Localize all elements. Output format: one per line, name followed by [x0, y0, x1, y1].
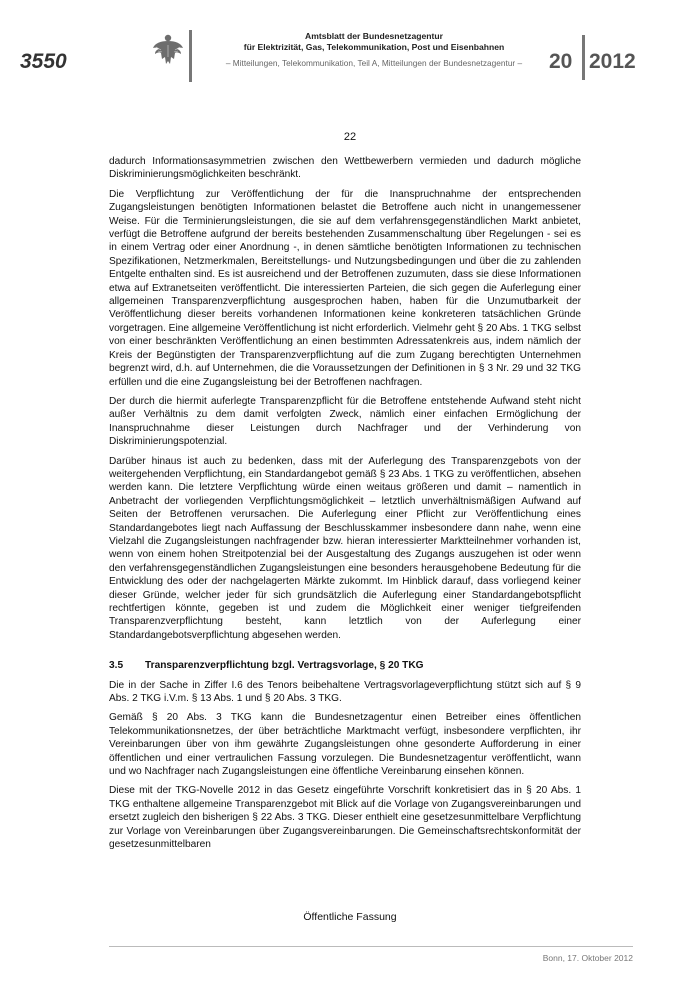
- gazette-section: – Mitteilungen, Telekommunikation, Teil A, Mitteilungen der Bundesnetzagentur –: [225, 58, 523, 68]
- paragraph: Der durch die hiermit auferlegte Transparenzpflicht für die Betroffene entstehende Aufwand steht nicht außer Verhältnis zu dem damit verfolgten Zweck, nämlich einer einfachen Ermöglichung der Inanspruchnahme dieser Leistungen durch Nachfrager und der Verhinderung von Diskriminierungspotenzial.: [109, 395, 581, 448]
- issue-year: 2012: [589, 50, 636, 73]
- gazette-title: Amtsblatt der Bundesnetzagentur: [305, 31, 443, 41]
- paragraph: dadurch Informationsasymmetrien zwischen den Wettbewerbern vermieden und dadurch mögliche Diskriminierungsmöglichkeiten beschränkt.: [109, 156, 581, 181]
- paragraph: Die Verpflichtung zur Veröffentlichung der für die Inanspruchnahme der entsprechenden Zugangsleistungen benötigten Informationen belastet die Betroffene auch nicht in unangemessener Weise. Für die Terminierungsleistungen, die sie auf dem verfahrensgegenständlichen Markt anbietet, verfügt die Betroffene aufgrund der bereits bestehenden Zusammenschaltung über Regelungen - sei es in einem Vertrag oder einer Anordnung -, in denen sämtliche benötigten Informationen zu technischen Spezifikationen, Netzmerkmalen, Bereitstellungs- und Nutzungsbedingungen und über die zu zahlenden Entgelte enthalten sind. Es ist ausreichend und der Betroffenen zuzumuten, dass sie diese Informationen etwa auf Extranetseiten veröffentlicht. Die interessierten Parteien, die sich gegen die Auferlegung einer allgemeinen Transparenzverpflichtung ausgesprochen haben, haben für die Unzumutbarkeit der Veröffentlichung dieser bereits vorhandenen Informationen keine konkreteren tatsächlichen Gründe vorgetragen. Eine allgemeine Veröffentlichung ist nicht erforderlich. Vielmehr geht § 20 Abs. 1 TKG selbst von einer beschränkten Veröffentlichung an einen bestimmten Adressatenkreis aus, indem nämlich der Kreis der Begünstigten der Transparenzverpflichtung auf die zum Zugang berechtigten Unternehmen begrenzt wird, d.h. auf Unternehmen, die die Voraussetzungen der Definitionen in § 3 Nr. 29 und 32 TKG erfüllen und die eine Zugangsleistung bei der Betroffenen nachfragen.: [109, 188, 581, 388]
- section-number: 3.5: [109, 660, 124, 672]
- footer-date: Bonn, 17. Oktober 2012: [542, 953, 633, 963]
- public-version-label: Öffentliche Fassung: [303, 911, 397, 923]
- page-number: 3550: [20, 50, 67, 73]
- issue-number: 20: [549, 50, 573, 73]
- inner-page-number: 22: [343, 131, 357, 143]
- document-body: [109, 155, 581, 858]
- paragraph: Die in der Sache in Ziffer I.6 des Tenors beibehaltene Vertragsvorlageverpflichtung stützt sich auf § 9 Abs. 2 TKG i.V.m. § 13 Abs. 1 und § 20 Abs. 3 TKG.: [109, 679, 581, 705]
- footer-rule: [109, 946, 633, 947]
- section-title: Transparenzverpflichtung bzgl. Vertragsvorlage, § 20 TKG: [145, 660, 424, 672]
- section-heading: [109, 659, 581, 672]
- header-divider-bar: [189, 30, 192, 82]
- paragraph: Diese mit der TKG-Novelle 2012 in das Gesetz eingeführte Vorschrift konkretisiert das in § 20 Abs. 1 TKG enthaltene allgemeine Transparenzgebot mit Blick auf die Vorlage von Zugangsvereinbarungen und ersetzt zugleich den bisherigen § 22 Abs. 3 TKG. Dieser enthielt eine gesetzesunmittelbare Verpflichtung zur Vorlage von Vereinbarungen über Zugangsvereinbarungen. Die Gemeinschaftsrechtskonformität der gesetzesunmittelbaren: [109, 785, 581, 851]
- federal-eagle-icon: [152, 33, 184, 67]
- paragraph: Gemäß § 20 Abs. 3 TKG kann die Bundesnetzagentur einen Betreiber eines öffentlichen Telekommunikationsnetzes, der über beträchtliche Marktmacht verfügt, insbesondere verpflichten, ihr Vereinbarungen über von ihm gewährte Zugangsleistungen ohne gesonderte Aufforderung in einer öffentlichen und einer vertraulichen Fassung vorzulegen. Die Bundesnetzagentur veröffentlicht, wann und wo Nachfrager nach Zugangsleistungen eine öffentliche Vereinbarung einsehen können.: [109, 712, 581, 778]
- issue-divider-bar: [582, 35, 585, 80]
- paragraph: Darüber hinaus ist auch zu bedenken, dass mit der Auferlegung des Transparenzgebots von der weitergehenden Verpflichtung, ein Standardangebot gemäß § 23 Abs. 1 TKG zu veröffentlichen, absehen werden kann. Die letztere Verpflichtung würde einen weitaus größeren und damit – namentlich in Anbetracht der vorliegenden Verpflichtungsmöglichkeit – letztlich unverhältnismäßigen Aufwand auf Seiten der Betroffenen verursachen. Die Auferlegung einer Pflicht zur Veröffentlichung eines Standardangebotes liegt nach Auffassung der Beschlusskammer insbesondere dann nahe, wenn eine Vielzahl die Zugangsleistungen nachfragender bzw. hieran interessierter Marktteilnehmer vorhanden ist, wenn von einem hohen Streitpotenzial bei der Ausgestaltung des Zugangs auszugehen ist oder wenn den verfahrensgegenständlichen Zugangsleistungen eine besonders herausgehobene Bedeutung für die Entwicklung des oder der nachgelagerten Märkte zukommt. Im Hinblick darauf, dass vorliegend keiner dieser Gründe, welcher jeder für sich grundsätzlich die Auferlegung einer Standardangebotspflicht rechtfertigen könnte, gegeben ist und zudem die Möglichkeit einer weniger tiefgreifenden Transparenzverpflichtung besteht, kann letztlich von der Auferlegung einer Standardangebotsverpflichtung abgesehen werden.: [109, 455, 581, 641]
- gazette-subtitle: für Elektrizität, Gas, Telekommunikation, Post und Eisenbahnen: [243, 42, 505, 52]
